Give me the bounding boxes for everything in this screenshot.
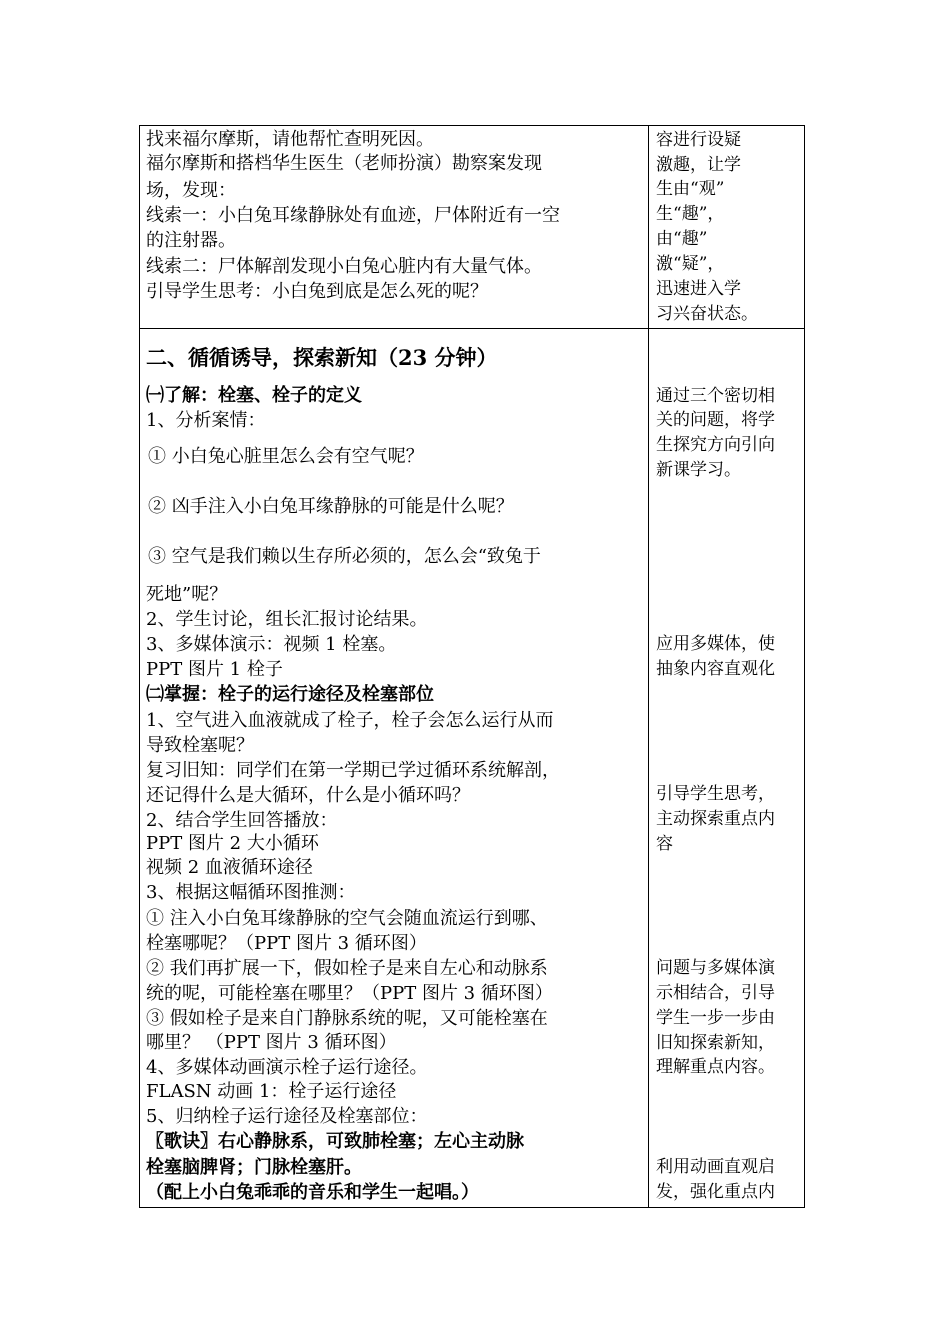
- note-line: 发，强化重点内: [656, 1182, 775, 1202]
- body-line: 栓塞哪呢？（PPT 图片 3 循环图）: [146, 933, 427, 954]
- note-line: 容: [656, 834, 673, 854]
- intro-line: 线索二：尸体解剖发现小白兔心脏内有大量气体。: [146, 256, 542, 277]
- body-line: 视频 2 血液循环途径: [146, 857, 313, 878]
- body-line: 哪里？ （PPT 图片 3 循环图）: [146, 1032, 397, 1053]
- note-line: 抽象内容直观化: [656, 659, 775, 679]
- note-line: 通过三个密切相: [656, 386, 775, 406]
- note-line: 引导学生思考，: [656, 784, 775, 804]
- body-line: ② 我们再扩展一下，假如栓子是来自左心和动脉系: [146, 958, 548, 979]
- body-line: 复习旧知：同学们在第一学期已学过循环系统解剖，: [146, 760, 560, 781]
- subheading: ㈡掌握：栓子的运行途径及栓塞部位: [146, 684, 434, 705]
- intro-line: 引导学生思考：小白兔到底是怎么死的呢？: [146, 281, 488, 302]
- note-line: 理解重点内容。: [656, 1057, 775, 1077]
- note-line: 应用多媒体，使: [656, 634, 775, 654]
- body-line: 还记得什么是大循环，什么是小循环吗？: [146, 785, 470, 806]
- question-line: ② 凶手注入小白兔耳缘静脉的可能是什么呢？: [148, 496, 514, 517]
- question-line: 死地”呢？: [146, 584, 228, 605]
- note-line: 利用动画直观启: [656, 1157, 775, 1177]
- song-line: （配上小白兔乖乖的音乐和学生一起唱。）: [146, 1182, 479, 1203]
- note-line: 问题与多媒体演: [656, 958, 775, 978]
- body-line: 导致栓塞呢？: [146, 735, 254, 756]
- body-line: ① 注入小白兔耳缘静脉的空气会随血流运行到哪、: [146, 908, 548, 929]
- note-line: 习兴奋状态。: [656, 304, 758, 324]
- question-line: ① 小白兔心脏里怎么会有空气呢？: [148, 446, 424, 467]
- note-line: 旧知探索新知，: [656, 1033, 775, 1053]
- note-line: 关的问题，将学: [656, 410, 775, 430]
- body-line: 2、结合学生回答播放：: [146, 810, 338, 831]
- body-line: 1、空气进入血液就成了栓子，栓子会怎么运行从而: [146, 710, 554, 731]
- question-line: ③ 空气是我们赖以生存所必须的，怎么会“致兔于: [148, 546, 541, 567]
- body-line: 3、根据这幅循环图推测：: [146, 882, 356, 903]
- note-line: 激趣，让学: [656, 155, 741, 175]
- note-line: 生由“观”: [656, 179, 725, 199]
- song-line: 〖歌诀〗右心静脉系，可致肺栓塞；左心主动脉: [146, 1131, 524, 1152]
- subheading: ㈠了解：栓塞、栓子的定义: [146, 385, 362, 406]
- intro-line: 找来福尔摩斯，请他帮忙查明死因。: [146, 129, 434, 150]
- body-line: 统的呢，可能栓塞在哪里？（PPT 图片 3 循环图）: [146, 983, 553, 1004]
- intro-line: 场，发现：: [146, 180, 236, 201]
- note-line: 容进行设疑: [656, 130, 741, 150]
- intro-line: 福尔摩斯和搭档华生医生（老师扮演）勘察案发现: [146, 153, 542, 174]
- intro-line: 的注射器。: [146, 230, 236, 251]
- intro-line: 线索一：小白兔耳缘静脉处有血迹，尸体附近有一空: [146, 205, 560, 226]
- note-line: 示相结合，引导: [656, 983, 775, 1003]
- note-line: 主动探索重点内: [656, 809, 775, 829]
- note-line: 激“疑”，: [656, 254, 725, 274]
- body-line: FLASN 动画 1：栓子运行途径: [146, 1081, 397, 1102]
- song-line: 栓塞脑脾肾；门脉栓塞肝。: [146, 1157, 362, 1178]
- note-line: 生探究方向引向: [656, 435, 775, 455]
- note-line: 由“趣”: [656, 229, 708, 249]
- section-heading: 二、循循诱导，探索新知（23 分钟）: [146, 345, 498, 370]
- body-line: 5、归纳栓子运行途径及栓塞部位：: [146, 1106, 428, 1127]
- body-line: 3、多媒体演示：视频 1 栓塞。: [146, 634, 397, 655]
- body-line: 1、分析案情：: [146, 410, 266, 431]
- column-divider: [648, 125, 649, 1208]
- body-line: ③ 假如栓子是来自门静脉系统的呢，又可能栓塞在: [146, 1008, 548, 1029]
- note-line: 迅速进入学: [656, 279, 741, 299]
- body-line: PPT 图片 1 栓子: [146, 659, 283, 680]
- body-line: 4、多媒体动画演示栓子运行途径。: [146, 1057, 428, 1078]
- body-line: 2、学生讨论，组长汇报讨论结果。: [146, 609, 428, 630]
- body-line: PPT 图片 2 大小循环: [146, 833, 319, 854]
- note-line: 生“趣”，: [656, 204, 725, 224]
- row-divider: [139, 328, 805, 329]
- note-line: 新课学习。: [656, 460, 741, 480]
- note-line: 学生一步一步由: [656, 1008, 775, 1028]
